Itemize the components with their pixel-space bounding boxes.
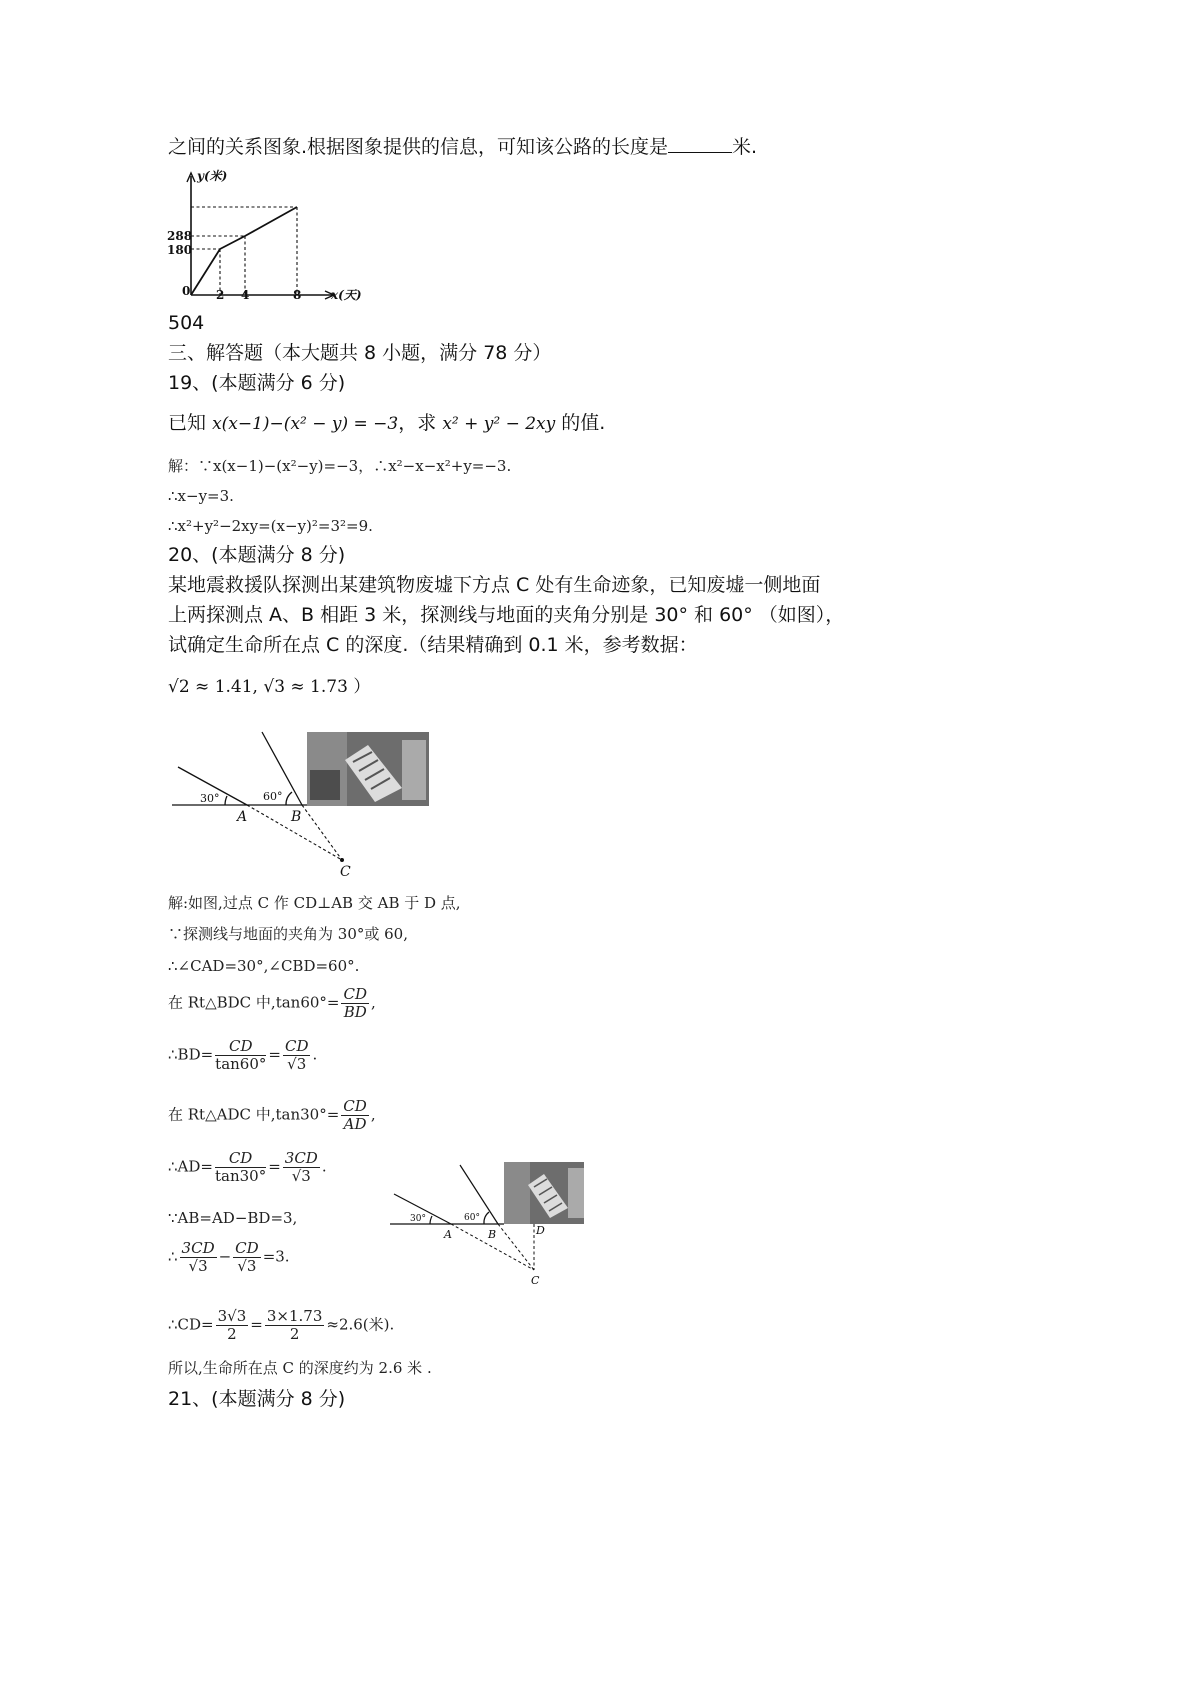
fraction xyxy=(283,1150,320,1185)
section-heading: 三、解答题（本大题共 8 小题，满分 78 分） xyxy=(168,342,552,364)
solution-text: . xyxy=(321,1157,327,1176)
numerator: CD xyxy=(215,1150,266,1168)
q20-solution-line xyxy=(168,1098,376,1133)
q20-solution-line xyxy=(168,986,376,1021)
denominator: √3 xyxy=(287,1055,307,1073)
label-a: A xyxy=(237,809,248,825)
solution-text: = xyxy=(268,1045,281,1064)
solution-text: , xyxy=(370,1105,376,1124)
numerator: CD xyxy=(343,1097,367,1115)
angle-arc xyxy=(225,796,227,805)
numerator: CD xyxy=(284,1037,309,1055)
fraction xyxy=(265,1308,325,1343)
detection-line xyxy=(302,805,342,860)
q19-middle: ，求 xyxy=(398,412,437,434)
q20-solution-line: ∵AB=AD−BD=3, xyxy=(168,1209,298,1227)
solution-text: = xyxy=(250,1315,263,1334)
fraction xyxy=(341,986,369,1021)
q19-solution-line: 解：∵x(x−1)−(x²−y)=−3，∴x²−x−x²+y=−3. xyxy=(168,457,512,475)
q21-header: 21、(本题满分 8 分) xyxy=(168,1388,346,1410)
denominator: √3 xyxy=(237,1257,257,1275)
fraction xyxy=(341,1098,369,1133)
denominator: √3 xyxy=(291,1167,311,1185)
denominator: AD xyxy=(343,1115,367,1133)
solution-text: ∴BD= xyxy=(168,1045,214,1064)
q19-solution-line: ∴x−y=3. xyxy=(168,487,234,505)
q19-header: 19、(本题满分 6 分) xyxy=(168,372,346,394)
denominator: tan30° xyxy=(214,1167,267,1185)
x-axis-label: x(天) xyxy=(331,288,362,302)
angle-label-60: 60° xyxy=(464,1213,480,1223)
angle-label-30: 30° xyxy=(410,1214,426,1224)
distance-time-graph xyxy=(165,168,375,308)
label-c: C xyxy=(340,864,351,880)
q18-text: 之间的关系图象.根据图象提供的信息，可知该公路的长度是 xyxy=(168,136,669,158)
angle-arc xyxy=(430,1216,432,1224)
solution-text: ∴AD= xyxy=(168,1157,213,1176)
q20-text-line: 某地震救援队探测出某建筑物废墟下方点 C 处有生命迹象，已知废墟一侧地面 xyxy=(168,574,821,596)
angle-arc xyxy=(484,1212,489,1224)
solution-text: ∴CD= xyxy=(168,1315,214,1334)
denominator: √3 xyxy=(188,1257,208,1275)
fraction xyxy=(215,1150,266,1185)
solution-diagram xyxy=(388,1160,588,1288)
origin-label: 0 xyxy=(182,284,191,298)
angle-label-60: 60° xyxy=(263,790,283,803)
fraction xyxy=(180,1240,217,1275)
q20-text-line: 试确定生命所在点 C 的深度.（结果精确到 0.1 米，参考数据： xyxy=(168,634,698,656)
denominator: 2 xyxy=(289,1325,300,1343)
q19-statement xyxy=(168,408,605,439)
solution-text: =3. xyxy=(262,1247,290,1266)
fraction xyxy=(216,1308,249,1343)
rubble-photo xyxy=(504,1162,584,1224)
y-tick-label: 180 xyxy=(167,243,193,257)
label-c: C xyxy=(531,1274,540,1287)
q20-solution-line: 所以,生命所在点 C 的深度约为 2.6 米 . xyxy=(168,1359,432,1377)
q20-solution-line xyxy=(168,1150,327,1185)
y-tick-label: 288 xyxy=(167,229,193,243)
q19-target-expression: x² + y² − 2xy xyxy=(442,414,556,434)
label-d: D xyxy=(536,1224,545,1237)
numerator: CD xyxy=(235,1239,259,1257)
q18-line xyxy=(168,132,757,162)
q20-reference-data: √2 ≈ 1.41, √3 ≈ 1.73 ） xyxy=(168,677,371,697)
solution-text: . xyxy=(312,1045,318,1064)
q20-solution-line xyxy=(168,1308,394,1343)
label-b: B xyxy=(291,809,302,825)
q20-solution-line: ∵探测线与地面的夹角为 30°或 60, xyxy=(168,925,408,943)
q20-solution-line: 解:如图,过点 C 作 CD⊥AB 交 AB 于 D 点, xyxy=(168,894,461,912)
solution-text: 在 Rt△ADC 中,tan30°= xyxy=(168,1105,340,1124)
x-tick-label: 8 xyxy=(293,288,302,302)
y-axis-label: y(米) xyxy=(197,169,228,183)
label-a: A xyxy=(444,1228,452,1241)
numerator: CD xyxy=(215,1038,266,1056)
answer-blank xyxy=(668,134,732,153)
solution-text: ∴ xyxy=(168,1247,178,1266)
point-c xyxy=(340,858,344,862)
numerator: 3√3 xyxy=(217,1307,247,1325)
rubble-photo xyxy=(307,732,429,806)
angle-label-30: 30° xyxy=(200,792,220,805)
numerator: CD xyxy=(343,985,367,1003)
q18-answer: 504 xyxy=(168,312,205,334)
detection-line xyxy=(498,1224,534,1270)
solution-text: , xyxy=(371,993,376,1012)
fraction xyxy=(215,1038,266,1073)
q20-header: 20、(本题满分 8 分) xyxy=(168,544,346,566)
solution-text: = xyxy=(268,1157,281,1176)
numerator: 3×1.73 xyxy=(266,1307,323,1325)
denominator: tan60° xyxy=(215,1055,267,1073)
x-tick-label: 2 xyxy=(216,288,225,302)
solution-text: 在 Rt△BDC 中,tan60°= xyxy=(168,993,340,1012)
q19-suffix: 的值. xyxy=(561,412,606,434)
numerator: 3CD xyxy=(284,1149,318,1167)
fraction xyxy=(283,1038,311,1073)
x-tick-label: 4 xyxy=(241,288,250,302)
solution-text: ≈2.6(米). xyxy=(326,1315,395,1334)
q18-tail: 米. xyxy=(732,136,758,158)
solution-text: − xyxy=(218,1247,232,1266)
graph-line xyxy=(191,207,297,295)
denominator: 2 xyxy=(227,1325,237,1343)
q19-prefix: 已知 xyxy=(168,412,207,434)
q19-solution-line: ∴x²+y²−2xy=(x−y)²=3²=9. xyxy=(168,517,373,535)
fraction xyxy=(233,1240,261,1275)
q20-text-line: 上两探测点 A、B 相距 3 米，探测线与地面的夹角分别是 30° 和 60° （如图）， xyxy=(168,604,845,626)
numerator: 3CD xyxy=(181,1239,215,1257)
rubble-diagram xyxy=(170,730,435,880)
q20-solution-line xyxy=(168,1038,317,1073)
q19-expression: x(x−1)−(x² − y) = −3 xyxy=(212,414,399,434)
angle-arc xyxy=(286,792,292,805)
label-b: B xyxy=(488,1228,497,1241)
q20-solution-line: ∴∠CAD=30°,∠CBD=60°. xyxy=(168,957,360,975)
q20-solution-line xyxy=(168,1240,290,1275)
denominator: BD xyxy=(343,1003,367,1021)
